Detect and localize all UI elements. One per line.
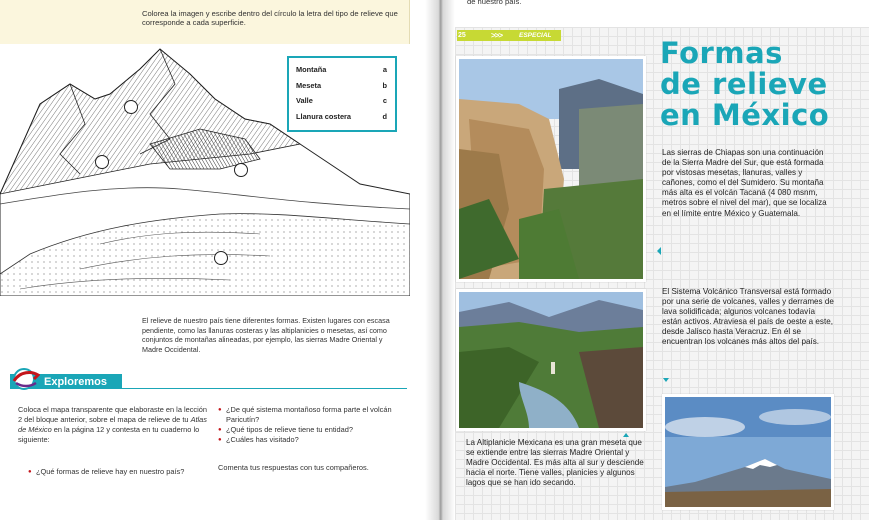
book-gutter <box>425 0 455 520</box>
legend-letter: c <box>382 96 387 105</box>
legend-label: Llanura costera <box>296 111 352 121</box>
pointer-left-icon <box>657 247 661 255</box>
legend-letter: b <box>382 80 387 90</box>
exploremos-left-column <box>18 405 208 477</box>
instruction-text: Coloca el mapa transparente que elaboraste en la lección 2 del bloque anterior, sobre el mapa de relieve de tu <box>18 405 207 424</box>
article-title <box>660 38 860 131</box>
question-item: ● ¿Qué formas de relieve hay en nuestro país? <box>28 467 208 477</box>
altiplanicie-paragraph: La Altiplanicie Mexicana es una gran meseta que se extiende entre las sierras Madre Oriental y Madre Occidental. Es más alta al sur y desciende hacia el norte. Tiene valles, planicies y algunos lagos que se han ido secando. <box>466 438 644 488</box>
question-item: ● ¿Cuáles has visitado? <box>218 435 408 445</box>
previous-text-fragment: de nuestro país. <box>467 0 522 6</box>
legend-letter: d <box>382 111 387 121</box>
instruction-text: en la página 12 y contesta en tu cuaderno lo siguiente: <box>18 425 200 444</box>
exploremos-right-column <box>218 405 408 473</box>
volcanic-system-paragraph: El Sistema Volcánico Transversal está formado por una serie de volcanes, valles y derrames de lava solidificada; algunos volcanes todavía están activos. Atraviesa el país de oeste a este, desde Jalisco hasta Veracruz. En él se encuentran los volcanes más altos del país. <box>662 287 834 347</box>
legend-row <box>296 93 387 109</box>
question-item: ● ¿De qué sistema montañoso forma parte el volcán Paricutín? <box>218 405 408 425</box>
page-number: 25 <box>458 32 466 39</box>
pointer-down-icon <box>663 378 669 382</box>
answer-circle[interactable] <box>214 251 228 265</box>
title-line: Formas <box>660 36 783 70</box>
globe-arrow-icon <box>10 367 40 391</box>
exploremos-comment: Comenta tus respuestas con tus compañeros. <box>218 463 369 472</box>
volcano-photo <box>662 394 834 510</box>
chiapas-paragraph: Las sierras de Chiapas son una continuación de la Sierra Madre del Sur, que está formada por vistosas mesetas, llanuras, valles y cañones, como el del Sumidero. Su montaña más alta es el volcán Tacaná (4 080 msnm, metros sobre el nivel del mar), que se localiza en el límite entre México y Guatemala. <box>662 148 827 218</box>
legend-label: Valle <box>296 96 313 105</box>
legend-row <box>296 109 387 125</box>
legend-letter: a <box>382 65 387 74</box>
legend-label: Meseta <box>296 80 322 90</box>
answer-circle[interactable] <box>95 155 109 169</box>
section-label: ESPECIAL <box>519 32 552 39</box>
title-line: en México <box>660 98 830 132</box>
title-line: de relieve <box>660 67 828 101</box>
exploremos-instruction <box>18 405 208 445</box>
left-page <box>0 0 425 520</box>
exploremos-title: Exploremos <box>44 376 107 388</box>
question-list <box>218 405 408 445</box>
legend-label: Montaña <box>296 65 327 74</box>
pointer-up-icon <box>623 433 629 437</box>
legend-row <box>296 78 387 94</box>
right-page <box>455 0 869 520</box>
answer-circle[interactable] <box>234 163 248 177</box>
relief-legend <box>287 56 397 132</box>
question-item: ● ¿Qué tipos de relieve tiene tu entidad? <box>218 425 408 435</box>
activity-instruction: Colorea la imagen y escribe dentro del círculo la letra del tipo de relieve que corresponde a cada superficie. <box>142 9 398 28</box>
divider <box>122 388 407 389</box>
answer-circle[interactable] <box>124 100 138 114</box>
intro-paragraph: El relieve de nuestro país tiene diferentes formas. Existen lugares con escasa pendiente, como las llanuras costeras y las altiplanicies o mesetas, así como conjuntos de montañas alineadas, por ejemplo, las sierras Madre Oriental y Madre Occidental. <box>142 316 390 354</box>
legend-row <box>296 62 387 78</box>
chevrons-icon: >>> <box>491 31 503 40</box>
question-list <box>18 467 208 477</box>
river-valley-photo <box>456 289 646 431</box>
atlas-title: Atlas de México <box>18 415 207 434</box>
activity-box <box>0 0 410 296</box>
canyon-photo <box>456 56 646 282</box>
